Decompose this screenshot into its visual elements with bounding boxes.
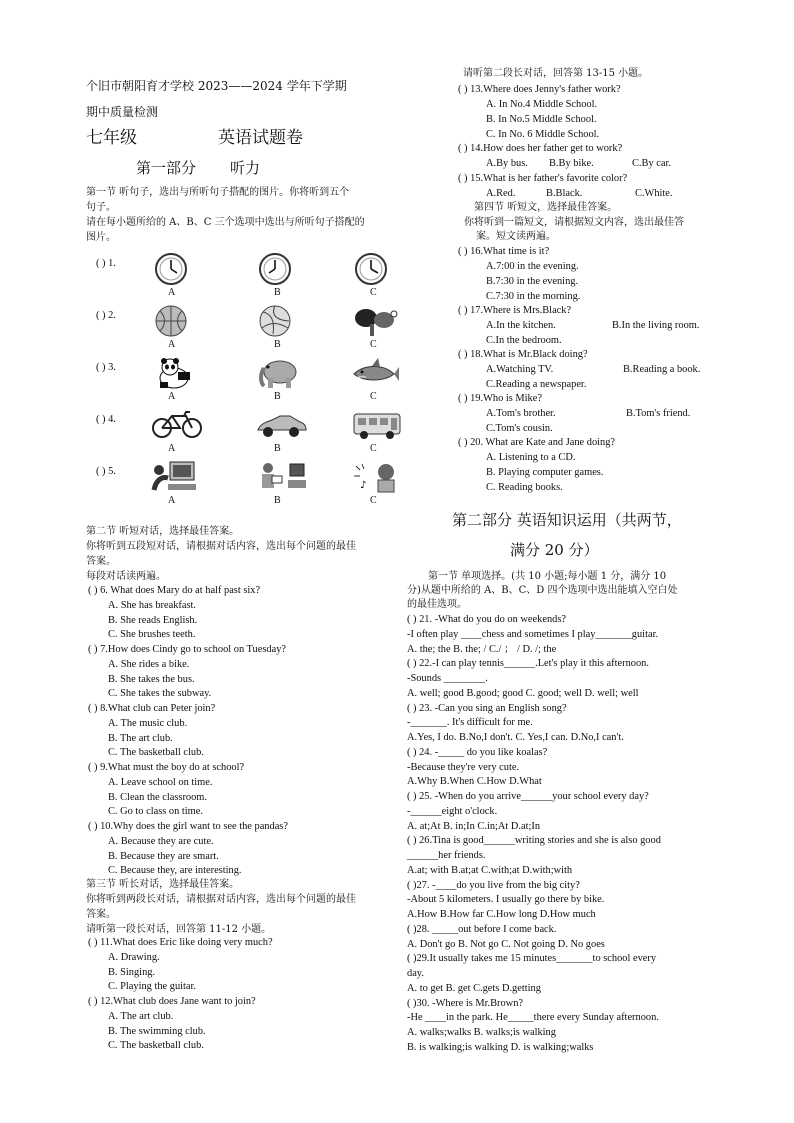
sec3b-intro: 请听第二段长对话，回答第 13-15 小题。 [463, 68, 649, 79]
question-text: ( ) 18.What is Mr.Black doing? [458, 349, 588, 360]
mc-line: ( )30. -Where is Mr.Brown? [407, 997, 523, 1009]
option-text: B.Reading a book. [623, 364, 701, 375]
cd-icon [350, 460, 404, 498]
exam-line: 期中质量检测 [86, 105, 159, 119]
question-text: ( ) 16.What time is it? [458, 246, 550, 257]
sec1-instruction: 请在每小题所给的 A、B、C 三个选项中选出与所听句子搭配的 [86, 217, 365, 228]
question-text: ( ) 12.What club does Jane want to join? [88, 996, 256, 1007]
mc-intro: 分)从题中所给的 A、B、C、D 四个选项中选出能填入空白处 [407, 585, 678, 596]
car-icon [254, 408, 308, 446]
picture-option-label: C [370, 495, 377, 506]
option-text: A.In the kitchen. [486, 320, 556, 331]
option-text: A.Watching TV. [486, 364, 554, 375]
mc-line: ( ) 25. -When do you arrive______your school every day? [407, 791, 649, 802]
sec4-instruction: 你将听到一篇短文，请根据短文内容，选出最佳答 [464, 217, 684, 228]
option-text: C. Because they, are interesting. [108, 865, 242, 877]
mc-intro: 的最佳选项。 [407, 599, 467, 610]
option-text: A. Leave school on time. [108, 776, 213, 788]
picture-option-label: C [370, 287, 377, 298]
option-text: B. She reads English. [108, 614, 198, 626]
mc-line: A. to get B. get C.gets D.getting [407, 982, 541, 994]
mc-line: A. well; good B.good; good C. good; well D. well; well [407, 687, 639, 699]
option-text: B. In No.5 Middle School. [486, 113, 597, 125]
option-text: A.7:00 in the evening. [486, 261, 579, 272]
picture-option-label: B [274, 287, 281, 298]
question-text: ( ) 6. What does Mary do at half past six? [88, 585, 261, 596]
part2-score: 满分 20 分） [510, 541, 599, 559]
option-text: C. In No. 6 Middle School. [486, 128, 600, 140]
question-number: ( ) 4. [96, 414, 116, 425]
option-text: A.By bus. [486, 158, 528, 169]
mc-line: ( )28. _____out before I come back. [407, 923, 557, 935]
paper-title: 英语试题卷 [218, 128, 303, 148]
mc-line: ( ) 22.-I can play tennis______.Let's play it this afternoon. [407, 658, 649, 670]
sec2-instruction: 第二节 听短对话，选择最佳答案。 [86, 526, 240, 537]
svg-text:♪: ♪ [360, 480, 367, 491]
mc-line: A.at; with B.at;at C.with;at D.with;with [407, 864, 573, 876]
sec2-instruction: 你将听到五段短对话，请根据对话内容，选出每个问题的最佳 [86, 541, 356, 552]
mc-line: ( )29.It usually takes me 15 minutes_______to school every [407, 953, 657, 965]
option-text: B. Playing computer games. [486, 466, 604, 478]
option-text: B. She takes the bus. [108, 673, 195, 685]
mc-line: day. [407, 968, 424, 979]
question-number: ( ) 5. [96, 466, 116, 477]
option-text: A. She has breakfast. [108, 599, 197, 611]
option-text: C.7:30 in the morning. [486, 290, 581, 302]
picture-option-label: B [274, 495, 281, 506]
mc-line: ( ) 24. -_____ do you like koalas? [407, 746, 548, 758]
question-text: ( ) 7.How does Cindy go to school on Tuesday? [88, 644, 286, 655]
option-text: C. Reading books. [486, 481, 563, 493]
option-text: B.7:30 in the evening. [486, 275, 579, 287]
mc-line: ( ) 23. -Can you sing an English song? [407, 702, 567, 714]
question-text: ( ) 15.What is her father's favorite color? [458, 173, 628, 184]
option-text: B.By bike. [549, 158, 594, 169]
mc-line: B. is walking;is walking D. is walking;walks [407, 1041, 594, 1053]
mc-line: A. walks;walks B. walks;is walking [407, 1027, 556, 1038]
option-text: C. Playing the guitar. [108, 981, 197, 993]
school-line: 个旧市朝阳育才学校 2023——2024 学年下学期 [86, 79, 347, 93]
picture-option-label: A [168, 391, 176, 402]
picture-option-label: B [274, 391, 281, 402]
question-text: ( ) 10.Why does the girl want to see the pandas? [88, 821, 288, 832]
mc-line: A. at;At B. in;In C.in;At D.at;In [407, 820, 541, 832]
mc-line: -______eight o'clock. [407, 805, 498, 817]
question-text: ( ) 17.Where is Mrs.Black? [458, 305, 572, 316]
question-number: ( ) 1. [96, 258, 116, 269]
basketball-icon [150, 304, 192, 342]
shark-icon [350, 356, 400, 394]
sec4-instruction: 第四节 听短文，选择最佳答案。 [474, 202, 618, 213]
option-text: B.Tom's friend. [626, 408, 691, 419]
option-text: C. She takes the subway. [108, 688, 212, 700]
option-text: C.Reading a newspaper. [486, 379, 587, 390]
question-text: ( ) 11.What does Eric like doing very much? [88, 937, 273, 948]
option-text: C. The basketball club. [108, 747, 204, 759]
mc-line: ______her friends. [407, 850, 486, 861]
sec4-instruction: 案。短文读两遍。 [476, 231, 556, 242]
mc-line: A.How B.How far C.How long D.How much [407, 909, 596, 920]
sec3-instruction: 你将听到两段长对话，请根据对话内容，选出每个问题的最佳 [86, 894, 356, 905]
question-number: ( ) 3. [96, 362, 116, 373]
picture-option-label: B [274, 443, 281, 454]
question-text: ( ) 20. What are Kate and Jane doing? [458, 437, 616, 448]
option-text: A. In No.4 Middle School. [486, 99, 598, 110]
clock-icon [254, 252, 296, 290]
option-text: B.Black. [546, 188, 583, 199]
sec1-instruction: 第一节 听句子，选出与所听句子搭配的图片。你将听到五个 [86, 187, 350, 198]
option-text: B. Clean the classroom. [108, 791, 207, 803]
bus-icon [350, 408, 404, 446]
option-text: A. The music club. [108, 717, 188, 729]
mc-line: ( ) 26.Tina is good______writing stories and she is also good [407, 835, 661, 847]
option-text: C.White. [635, 188, 673, 199]
clock-icon [150, 252, 192, 290]
sec3-instruction: 答案。 [86, 909, 116, 920]
mc-intro: 第一节 单项选择。(共 10 小题;每小题 1 分，满分 10 [428, 571, 667, 582]
picture-option-label: C [370, 339, 377, 350]
option-text: C. Go to class on time. [108, 806, 203, 818]
picture-option-label: B [274, 339, 281, 350]
mc-line: -About 5 kilometers. I usually go there by bike. [407, 894, 605, 906]
option-text: B. The swimming club. [108, 1025, 206, 1037]
option-text: A. The art club. [108, 1010, 174, 1022]
computer-icon [150, 460, 200, 498]
panda-icon [150, 356, 196, 394]
option-text: A. Listening to a CD. [486, 452, 576, 463]
option-text: A.Red. [486, 188, 516, 199]
option-text: C.Tom's cousin. [486, 423, 553, 434]
clock-icon [350, 252, 392, 290]
sec1-instruction: 图片。 [86, 232, 116, 243]
question-text: ( ) 9.What must the boy do at school? [88, 762, 245, 773]
question-text: ( ) 14.How does her father get to work? [458, 143, 623, 154]
mc-line: -_______. It's difficult for me. [407, 717, 533, 729]
option-text: A. Because they are cute. [108, 835, 214, 847]
picture-option-label: C [370, 391, 377, 402]
picture-option-label: A [168, 443, 176, 454]
picture-option-label: A [168, 495, 176, 506]
option-text: A. Drawing. [108, 951, 160, 963]
sec3-instruction: 第三节 听长对话，选择最佳答案。 [86, 879, 240, 890]
question-text: ( ) 13.Where does Jenny's father work? [458, 84, 621, 95]
sec2-instruction: 每段对话读两遍。 [86, 571, 166, 582]
mc-line: ( )27. -____do you live from the big city? [407, 879, 580, 891]
sec3-instruction: 请听第一段长对话，回答第 11-12 小题。 [86, 924, 272, 935]
question-number: ( ) 2. [96, 310, 116, 321]
question-text: ( ) 8.What club can Peter join? [88, 703, 216, 714]
option-text: C. She brushes teeth. [108, 629, 196, 641]
mc-line: A. Don't go B. Not go C. Not going D. No goes [407, 938, 605, 950]
elephant-icon [254, 356, 304, 394]
part1-title: 第一部分 [136, 159, 197, 177]
pingpong-icon [350, 304, 400, 342]
bike-icon [150, 408, 204, 446]
option-text: B. The art club. [108, 732, 173, 744]
picture-option-label: A [168, 287, 176, 298]
part1-subtitle: 听力 [230, 159, 261, 177]
mc-line: A.Yes, I do. B.No,I don't. C. Yes,I can. D.No,I can't. [407, 732, 624, 743]
option-text: C.In the bedroom. [486, 335, 562, 346]
volleyball-icon [254, 304, 296, 342]
mc-line: ( ) 21. -What do you do on weekends? [407, 614, 566, 625]
option-text: A.Tom's brother. [486, 408, 556, 419]
option-text: B. Because they are smart. [108, 850, 219, 862]
question-text: ( ) 19.Who is Mike? [458, 393, 542, 404]
option-text: C.By car. [632, 158, 671, 169]
option-text: B. Singing. [108, 966, 156, 978]
sec2-instruction: 答案。 [86, 556, 116, 567]
option-text: B.In the living room. [612, 320, 700, 331]
mc-line: -I often play ____chess and sometimes I play_______guitar. [407, 628, 659, 640]
mc-line: -He ____in the park. He_____there every Sunday afternoon. [407, 1012, 659, 1024]
mc-line: -Sounds ________. [407, 673, 488, 684]
picture-option-label: A [168, 339, 176, 350]
option-text: A. She rides a bike. [108, 658, 190, 670]
picture-option-label: C [370, 443, 377, 454]
reading-icon [254, 460, 308, 498]
option-text: C. The basketball club. [108, 1040, 204, 1052]
mc-line: A.Why B.When C.How D.What [407, 776, 542, 788]
mc-line: A. the; the B. the; / C./ ； / D. /; the [407, 643, 557, 655]
mc-line: -Because they're very cute. [407, 761, 520, 773]
sec1-instruction: 句子。 [86, 202, 116, 213]
part2-title: 第二部分 英语知识运用（共两节， [452, 511, 682, 529]
grade: 七年级 [86, 128, 137, 148]
